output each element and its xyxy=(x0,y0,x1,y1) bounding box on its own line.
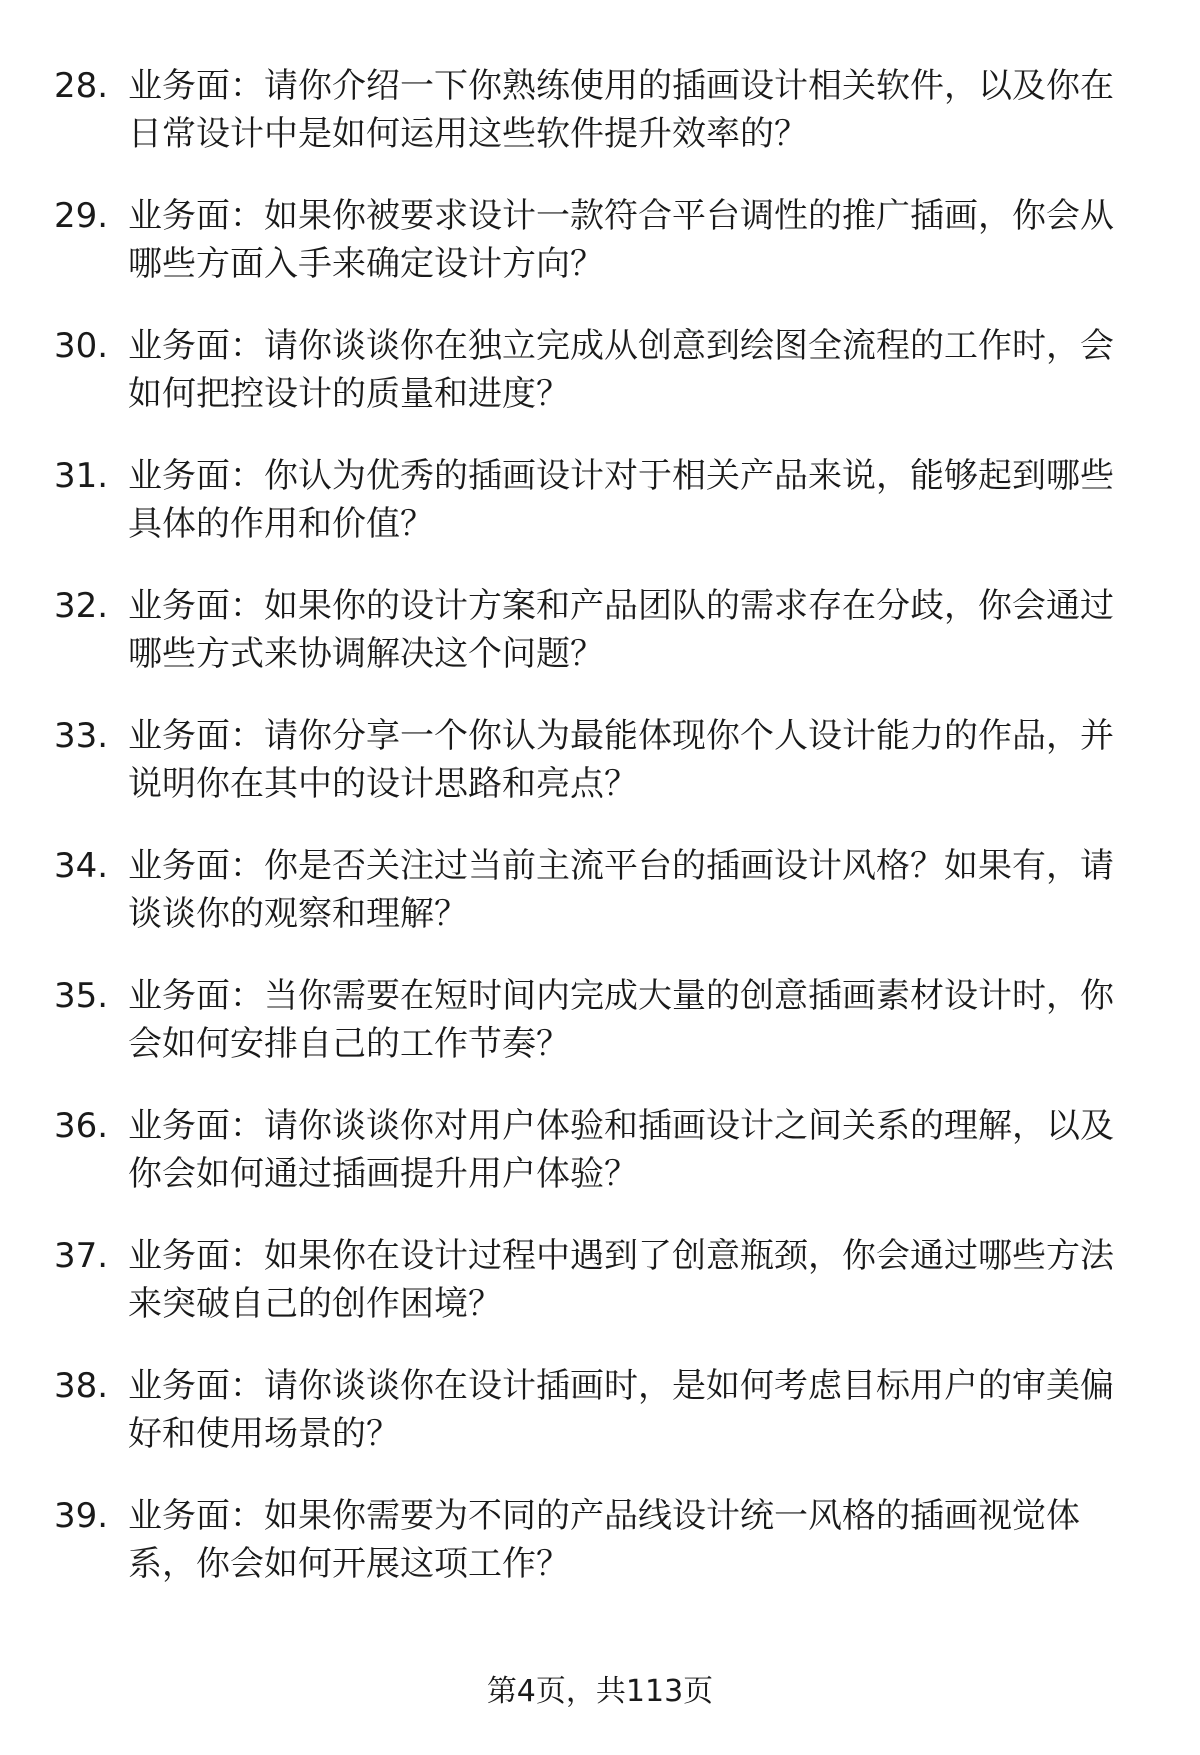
question-number: 36. xyxy=(54,1106,109,1146)
question-number: 33. xyxy=(54,716,109,756)
question-text: 业务面：你是否关注过当前主流平台的插画设计风格？如果有，请谈谈你的观察和理解？ xyxy=(128,846,1114,934)
question-text: 业务面：请你谈谈你对用户体验和插画设计之间关系的理解，以及你会如何通过插画提升用户体验？ xyxy=(128,1106,1114,1194)
question-text: 业务面：如果你需要为不同的产品线设计统一风格的插画视觉体系，你会如何开展这项工作？ xyxy=(128,1496,1080,1584)
question-text: 业务面：如果你在设计过程中遇到了创意瓶颈，你会通过哪些方法来突破自己的创作困境？ xyxy=(128,1236,1114,1324)
question-text: 业务面：请你分享一个你认为最能体现你个人设计能力的作品，并说明你在其中的设计思路和亮点？ xyxy=(128,716,1114,804)
question-text: 业务面：如果你的设计方案和产品团队的需求存在分歧，你会通过哪些方式来协调解决这个问题？ xyxy=(128,586,1114,674)
question-number: 29. xyxy=(54,196,109,236)
question-text: 业务面：请你介绍一下你熟练使用的插画设计相关软件，以及你在日常设计中是如何运用这些软件提升效率的？ xyxy=(128,66,1114,154)
question-number: 32. xyxy=(54,586,109,626)
question-text: 业务面：你认为优秀的插画设计对于相关产品来说，能够起到哪些具体的作用和价值？ xyxy=(128,456,1114,544)
question-text: 业务面：当你需要在短时间内完成大量的创意插画素材设计时，你会如何安排自己的工作节奏？ xyxy=(128,976,1114,1064)
question-number: 31. xyxy=(54,456,109,496)
question-number: 37. xyxy=(54,1236,109,1276)
question-number: 34. xyxy=(54,846,109,886)
question-text: 业务面：请你谈谈你在设计插画时，是如何考虑目标用户的审美偏好和使用场景的？ xyxy=(128,1366,1114,1454)
question-number: 39. xyxy=(54,1496,109,1536)
question-text: 业务面：如果你被要求设计一款符合平台调性的推广插画，你会从哪些方面入手来确定设计方向？ xyxy=(128,196,1114,284)
question-text: 业务面：请你谈谈你在独立完成从创意到绘图全流程的工作时，会如何把控设计的质量和进度？ xyxy=(128,326,1114,414)
page-indicator: 第4页，共113页 xyxy=(486,1674,714,1709)
question-number: 28. xyxy=(54,66,109,106)
question-number: 30. xyxy=(54,326,109,366)
question-number: 38. xyxy=(54,1366,109,1406)
question-number: 35. xyxy=(54,976,109,1016)
